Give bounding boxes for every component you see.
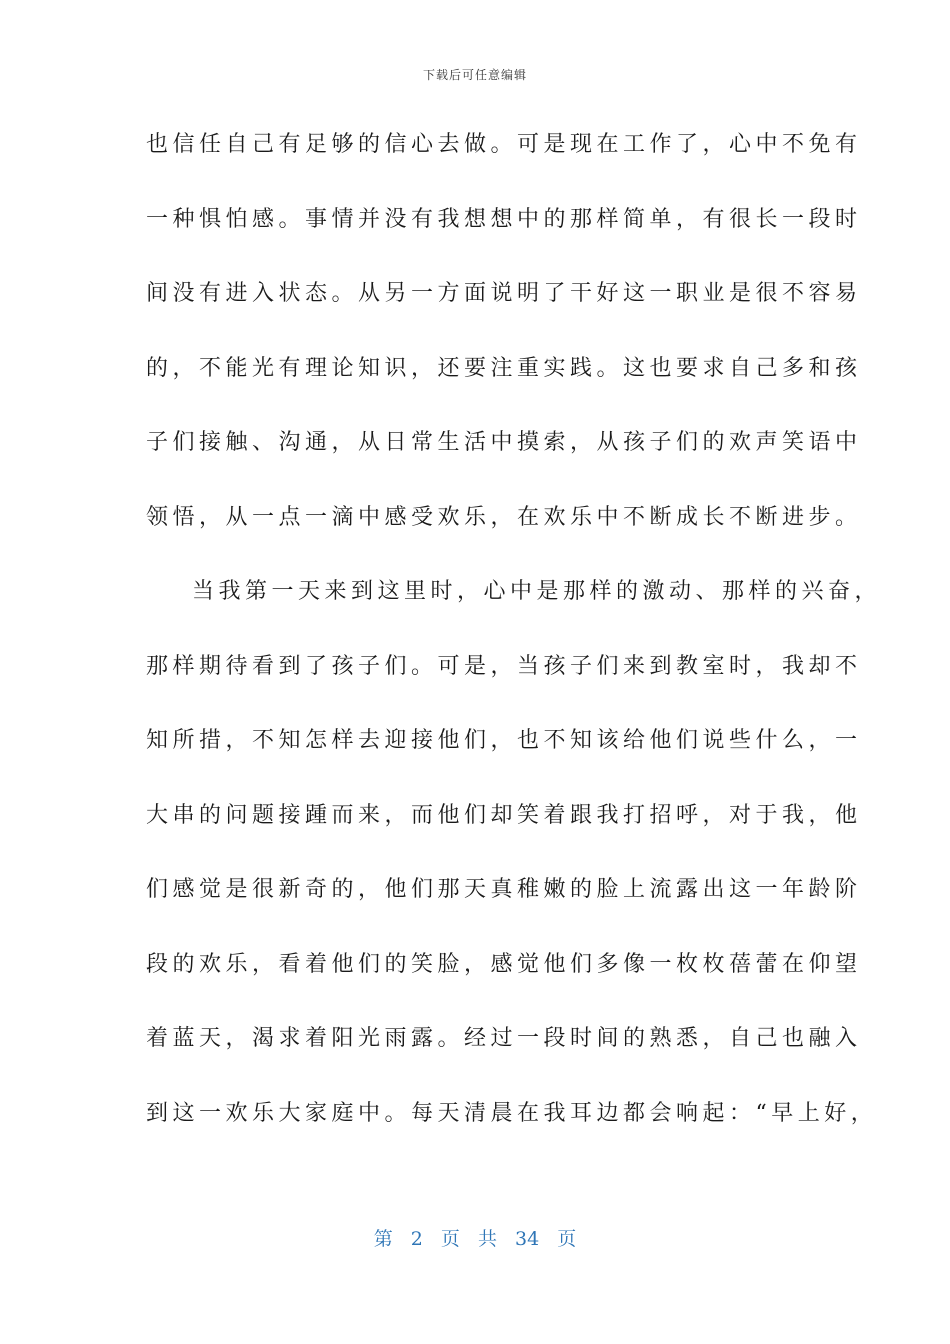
text-line: 当我第一天来到这里时，心中是那样的激动、那样的兴奋，	[192, 579, 882, 604]
footer-total-pages: 34	[515, 1228, 540, 1250]
text-line: 大串的问题接踵而来，而他们却笑着跟我打招呼，对于我，他	[146, 802, 862, 828]
text-line: 也信任自己有足够的信心去做。可是现在工作了，心中不免有	[146, 132, 862, 157]
paragraph-2	[146, 565, 882, 1161]
text-line: 知所措，不知怎样去迎接他们，也不知该给他们说些什么，一	[146, 728, 862, 753]
text-line: 领悟，从一点一滴中感受欢乐，在欢乐中不断成长不断进步。	[146, 504, 862, 530]
text-line: 间没有进入状态。从另一方面说明了干好这一职业是很不容易	[146, 281, 862, 306]
text-line: 段的欢乐，看着他们的笑脸，感觉他们多像一枚枚蓓蕾在仰望	[146, 951, 862, 977]
text-line: 一种惧怕感。事情并没有我想想中的那样简单，有很长一段时	[146, 206, 862, 232]
footer-total-label: 共	[477, 1228, 497, 1250]
text-line: 的，不能光有理论知识，还要注重实践。这也要求自己多和孩	[146, 355, 862, 381]
footer-prefix: 第	[373, 1228, 393, 1250]
text-line: 子们接触、沟通，从日常生活中摸索，从孩子们的欢声笑语中	[146, 430, 862, 455]
text-line: 着蓝天，渴求着阳光雨露。经过一段时间的熟悉，自己也融入	[146, 1026, 862, 1051]
page-header: 下载后可任意编辑	[422, 68, 527, 82]
text-line: 到这一欢乐大家庭中。每天清晨在我耳边都会响起：“早上好，	[146, 1100, 878, 1126]
document-body	[146, 118, 882, 1161]
footer-page-number: 2	[410, 1228, 423, 1250]
text-line: 那样期待看到了孩子们。可是，当孩子们来到教室时，我却不	[146, 653, 862, 679]
text-line: 们感觉是很新奇的，他们那天真稚嫩的脸上流露出这一年龄阶	[146, 877, 862, 902]
page-footer	[0, 1224, 950, 1251]
footer-page-label: 页	[440, 1228, 460, 1250]
footer-suffix: 页	[557, 1228, 577, 1250]
paragraph-1	[146, 118, 862, 565]
